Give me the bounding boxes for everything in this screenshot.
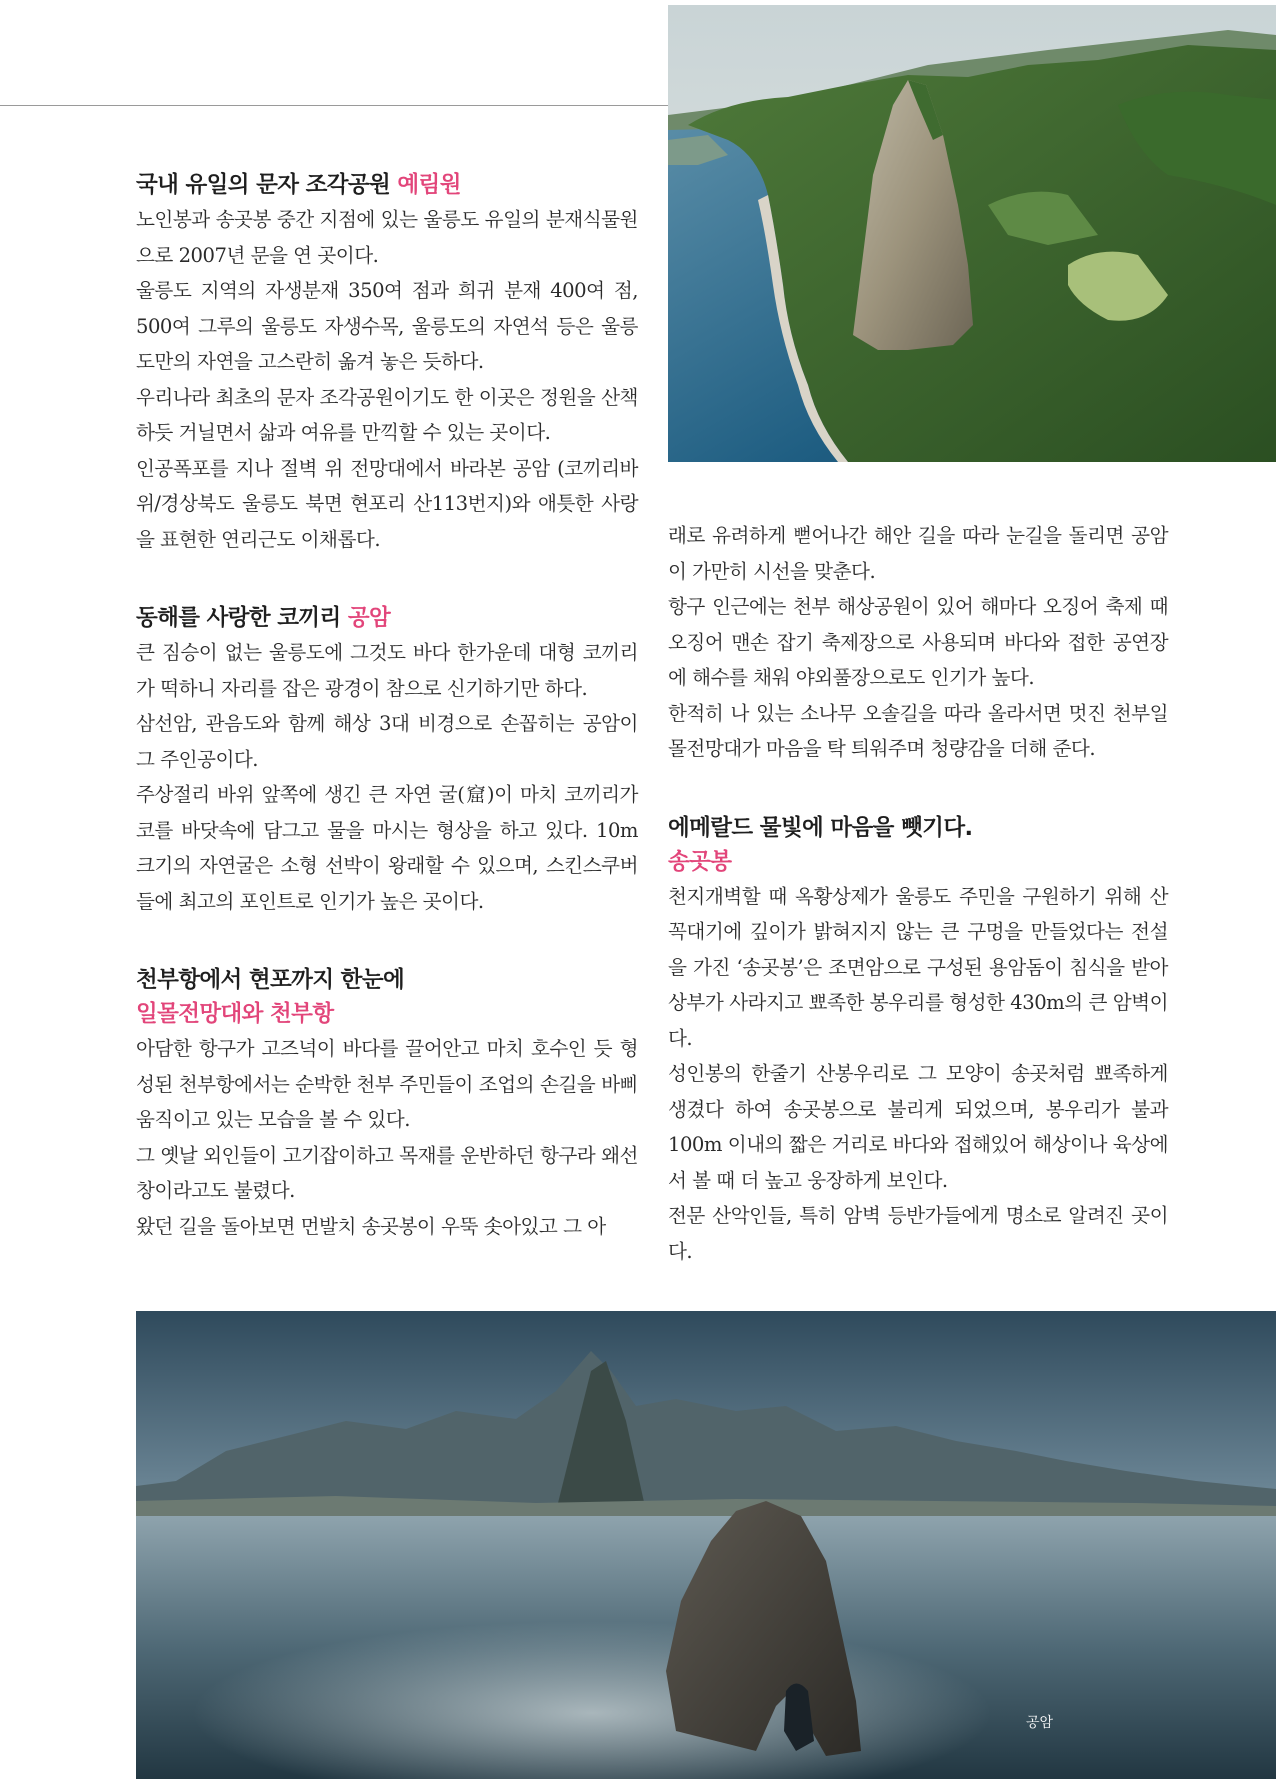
- photo-caption-gongam: 공암: [1026, 1715, 1054, 1731]
- paragraph: 천지개벽할 때 옥황상제가 울릉도 주민을 구원하기 위해 산꼭대기에 깊이가 밝혀지지 않는 큰 구멍을 만들었다는 전설을 가진 ‘송곳봉’은 조면암으로 구성된 용암돔이 침식을 받아 상부가 사라지고 뾰족한 봉우리를 형성한 430m의 큰 암벽이다.: [668, 884, 1168, 1050]
- heading-gongam: 동해를 사랑한 코끼리 공암: [136, 605, 391, 631]
- paragraph: 전문 산악인들, 특히 암벽 등반가들에게 명소로 알려진 곳이다.: [668, 1204, 1168, 1263]
- paragraph: 노인봉과 송곳봉 중간 지점에 있는 울릉도 유일의 분재식물원으로 2007년 문을 연 곳이다.: [136, 208, 638, 267]
- paragraph: 그 옛날 외인들이 고기잡이하고 목재를 운반하던 항구라 왜선창이라고도 불렸다.: [136, 1143, 638, 1202]
- paragraph: 아담한 항구가 고즈넉이 바다를 끌어안고 마치 호수인 듯 형성된 천부항에서는 순박한 천부 주민들이 조업의 손길을 바삐 움직이고 있는 모습을 볼 수 있다.: [136, 1037, 638, 1131]
- paragraph: 인공폭포를 지나 절벽 위 전망대에서 바라본 공암 (코끼리바위/경상북도 울릉도 북면 현포리 산113번지)와 애틋한 사랑을 표현한 연리근도 이채롭다.: [136, 456, 638, 551]
- heading-songgotbong: 에메랄드 물빛에 마음을 뺏기다. 송곳봉: [668, 814, 973, 875]
- photo-gongam-panorama: [136, 1311, 1276, 1779]
- paragraph: 래로 유려하게 뻗어나간 해안 길을 따라 눈길을 돌리면 공암이 가만히 시선을 맞춘다.: [668, 524, 1168, 583]
- heading-yerimwon: 국내 유일의 문자 조각공원 예림원: [136, 172, 461, 198]
- paragraph: 한적히 나 있는 소나무 오솔길을 따라 올라서면 멋진 천부일몰전망대가 마음을 탁 틔워주며 청량감을 더해 준다.: [668, 701, 1168, 760]
- top-divider-line: [0, 105, 668, 106]
- paragraph: 항구 인근에는 천부 해상공원이 있어 해마다 오징어 축제 때 오징어 맨손 잡기 축제장으로 사용되며 바다와 접한 공연장에 해수를 채워 야외풀장으로도 인기가 높다.: [668, 595, 1168, 689]
- paragraph: 왔던 길을 돌아보면 먼발치 송곳봉이 우뚝 솟아있고 그 아: [136, 1214, 606, 1238]
- paragraph: 성인봉의 한줄기 산봉우리로 그 모양이 송곳처럼 뾰족하게 생겼다 하여 송곳봉으로 불리게 되었으며, 봉우리가 불과 100m 이내의 짧은 거리로 바다와 접해있어 해상이나 육상에서 볼 때 더 높고 웅장하게 보인다.: [668, 1062, 1168, 1192]
- paragraph: 울릉도 지역의 자생분재 350여 점과 희귀 분재 400여 점, 500여 그루의 울릉도 자생수목, 울릉도의 자연석 등은 울릉도만의 자연을 고스란히 옮겨 놓은 듯하다.: [136, 279, 638, 373]
- photo-songgotbong-aerial: [668, 5, 1276, 462]
- paragraph: 큰 짐승이 없는 울릉도에 그것도 바다 한가운데 대형 코끼리가 떡하니 자리를 잡은 광경이 참으로 신기하기만 하다.: [136, 641, 638, 700]
- paragraph: 삼선암, 관음도와 함께 해상 3대 비경으로 손꼽히는 공암이 그 주인공이다.: [136, 712, 638, 771]
- heading-cheonbu: 천부항에서 현포까지 한눈에 일몰전망대와 천부항: [136, 967, 405, 1027]
- paragraph: 우리나라 최초의 문자 조각공원이기도 한 이곳은 정원을 산책하듯 거닐면서 삶과 여유를 만끽할 수 있는 곳이다.: [136, 385, 638, 444]
- paragraph: 주상절리 바위 앞쪽에 생긴 큰 자연 굴(窟)이 마치 코끼리가 코를 바닷속에 담그고 물을 마시는 형상을 하고 있다. 10m 크기의 자연굴은 소형 선박이 왕래할 수 있으며, 스킨스쿠버들에 최고의 포인트로 인기가 높은 곳이다.: [136, 783, 638, 913]
